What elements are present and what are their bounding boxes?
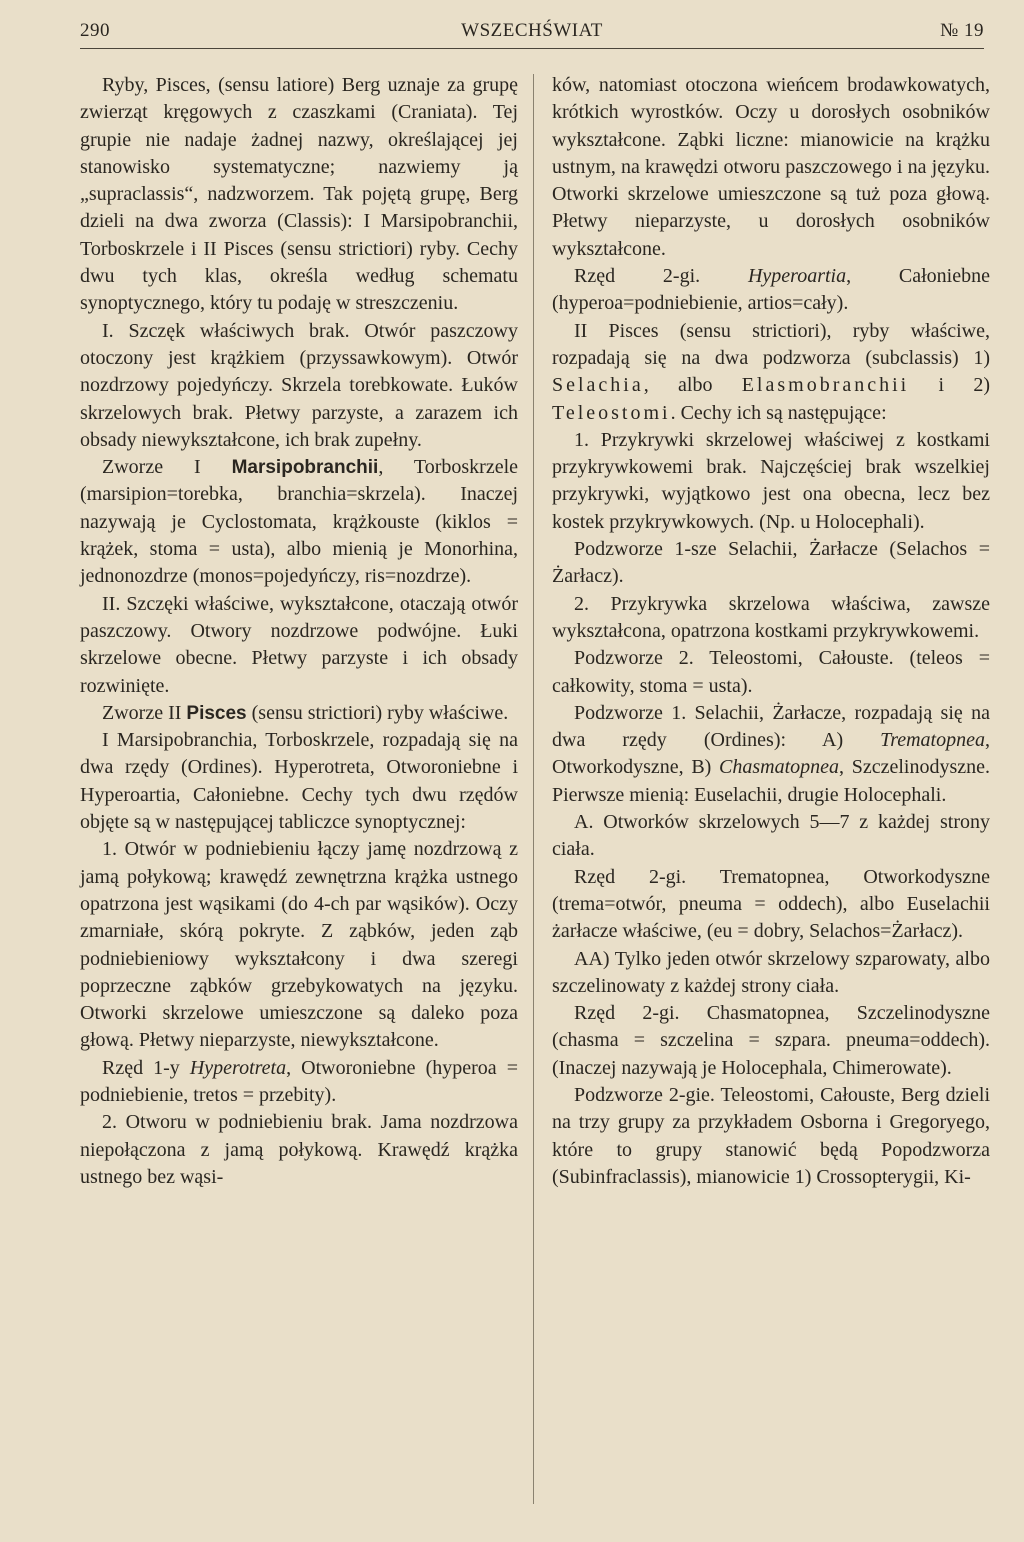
taxon-name: Hyperoartia bbox=[747, 265, 847, 288]
taxon-name: Hyperotreta bbox=[189, 1056, 287, 1079]
issue-number: № 19 bbox=[940, 20, 984, 41]
taxon-name: Selachia bbox=[552, 374, 644, 397]
paragraph: I. Szczęk właściwych brak. Otwór paszczowy otoczony jest krążkiem (przyssawkowym). Otwór nozdrzowy pojedyńczy. Skrzela torebkowate. Łuków skrzelowych brak. Płetwy parzyste, a zarazem ich obsady niewykształcone, ich brak zupełny. bbox=[80, 319, 518, 451]
paragraph: 1. Otwór w podniebieniu łączy jamę nozdrzową z jamą połykową; krawędź zewnętrzna krążka ustnego opatrzona jest wąsikami (do 4-ch par wąsików). Oczy zmarniałe, skórą pokryte. Z ząbków, jeden ząb podniebieniowy wykształcony i dwa szeregi poprzeczne ząbków grzebykowatych na języku. Otworki skrzelowe umieszczone są daleko poza głową. Płetwy nieparzyste, niewykształcone. bbox=[80, 838, 518, 1052]
taxon-name: Teleostomi bbox=[552, 401, 671, 424]
paragraph: Rzęd 2-gi. Hyperoartia, Całoniebne (hyperoa=podniebienie, artios=cały). bbox=[552, 265, 990, 315]
paragraph: Podzworze 2. Teleostomi, Całouste. (teleos = całkowity, stoma = usta). bbox=[552, 647, 990, 697]
paragraph: Zworze I Marsipobranchii, Torboskrzele (marsipion=torebka, branchia=skrzela). Inaczej nazywają je Cyclostomata, krążkouste (kiklos = krążek, stoma = usta), albo mienią je Monorhina, jednonozdrze (monos=pojedyńczy, ris=nozdrze). bbox=[80, 456, 518, 588]
paragraph: I Marsipobranchia, Torboskrzele, rozpadają się na dwa rzędy (Ordines). Hyperotreta, Otworoniebne i Hyperoartia, Całoniebne. Cechy tych dwu rzędów objęte są w następującej tabliczce synoptycznej: bbox=[80, 729, 518, 834]
journal-title: WSZECHŚWIAT bbox=[461, 20, 603, 41]
taxon-name: Marsipobranchii bbox=[231, 457, 379, 479]
paragraph: Zworze II Pisces (sensu strictiori) ryby właściwe. bbox=[102, 701, 509, 724]
paragraph: II Pisces (sensu strictiori), ryby właściwe, rozpadają się na dwa podzworza (subclassis) 1) Selachia, albo Elasmobranchii i 2) Teleostomi. Cechy ich są następujące: bbox=[552, 319, 990, 424]
paragraph: 2. Otworu w podniebieniu brak. Jama nozdrzowa niepołączona z jamą połykową. Krawędź krążka ustnego bez wąsi- bbox=[80, 1111, 518, 1188]
paragraph: A. Otworków skrzelowych 5—7 z każdej strony ciała. bbox=[552, 811, 990, 861]
taxon-name: Elasmobranchii bbox=[741, 374, 910, 397]
taxon-name: Chasmatopnea bbox=[719, 756, 840, 779]
paragraph: Rzęd 1-y Hyperotreta, Otworoniebne (hyperoa = podniebienie, tretos = przebity). bbox=[80, 1056, 518, 1106]
paragraph: Podzworze 1-sze Selachii, Żarłacze (Selachos = Żarłacz). bbox=[552, 538, 990, 588]
paragraph: AA) Tylko jeden otwór skrzelowy szparowaty, albo szczelinowaty z każdej strony ciała. bbox=[552, 947, 990, 997]
paragraph: Ryby, Pisces, (sensu latiore) Berg uznaje za grupę zwierząt kręgowych z czaszkami (Craniata). Tej grupie nie nadaje żadnej nazwy, określającej jej stanowisko systematyczne; nazwiemy ją „supraclassis“, nadzworzem. Tak pojętą grupę, Berg dzieli na dwa zworza (Classis): I Marsipobranchii, Torboskrzele i II Pisces (sensu strictiori) ryby. Cechy dwu tych klas, określa według schematu synoptycznego, który tu podaję w streszczeniu. bbox=[80, 74, 518, 315]
paragraph: 1. Przykrywki skrzelowej właściwej z kostkami przykrywkowemi brak. Najczęściej brak wszelkiej przykrywki, wyjątkowo jest ona obecna, lecz bez kostek przykrywkowych. (Np. u Holocephali). bbox=[552, 428, 990, 533]
paragraph: Rzęd 2-gi. Trematopnea, Otworkodyszne (trema=otwór, pneuma = oddech), albo Euselachii żarłacze właściwe, (eu = dobry, Selachos=Żarłacz). bbox=[552, 865, 990, 943]
taxon-name: Trematopnea bbox=[880, 729, 985, 752]
paragraph: Rzęd 2-gi. Chasmatopnea, Szczelinodyszne (chasma = szczelina = szpara. pneuma=oddech). (Inaczej nazywają je Holocephala, Chimerowate). bbox=[552, 1002, 990, 1079]
paragraph: Podzworze 2-gie. Teleostomi, Całouste, Berg dzieli na trzy grupy za przykładem Osborna i Gregoryego, które to grupy stanowić będą Popodzworza (Subinfraclassis), mianowicie 1) Crossopterygii, Ki- bbox=[552, 1083, 990, 1188]
column-divider bbox=[533, 74, 534, 1504]
left-column bbox=[80, 72, 518, 1191]
paragraph: ków, natomiast otoczona wieńcem brodawkowatych, krótkich wyrostków. Oczy u dorosłych osobników wykształcone. Ząbki liczne: mianowicie na krążku ustnym, na krawędzi otworu paszczowego i na języku. Otworki skrzelowe umieszczone są tuż poza głową. Płetwy nieparzyste, u dorosłych osobników wykształcone. bbox=[552, 74, 990, 260]
paragraph: II. Szczęki właściwe, wykształcone, otaczają otwór paszczowy. Otwory nozdrzowe podwójne. Łuki skrzelowe obecne. Płetwy parzyste i ich obsady rozwinięte. bbox=[80, 592, 518, 697]
page-number: 290 bbox=[80, 20, 110, 41]
right-column bbox=[552, 72, 990, 1191]
paragraph: 2. Przykrywka skrzelowa właściwa, zawsze wykształcona, opatrzona kostkami przykrywkowemi. bbox=[552, 592, 990, 642]
running-header bbox=[80, 14, 984, 49]
paragraph: Podzworze 1. Selachii, Żarłacze, rozpadają się na dwa rzędy (Ordines): A) Trematopnea, Otworkodyszne, B) Chasmatopnea, Szczelinodyszne. Pierwsze mienią: Euselachii, drugie Holocephali. bbox=[552, 701, 991, 806]
taxon-name: Pisces bbox=[186, 702, 247, 724]
